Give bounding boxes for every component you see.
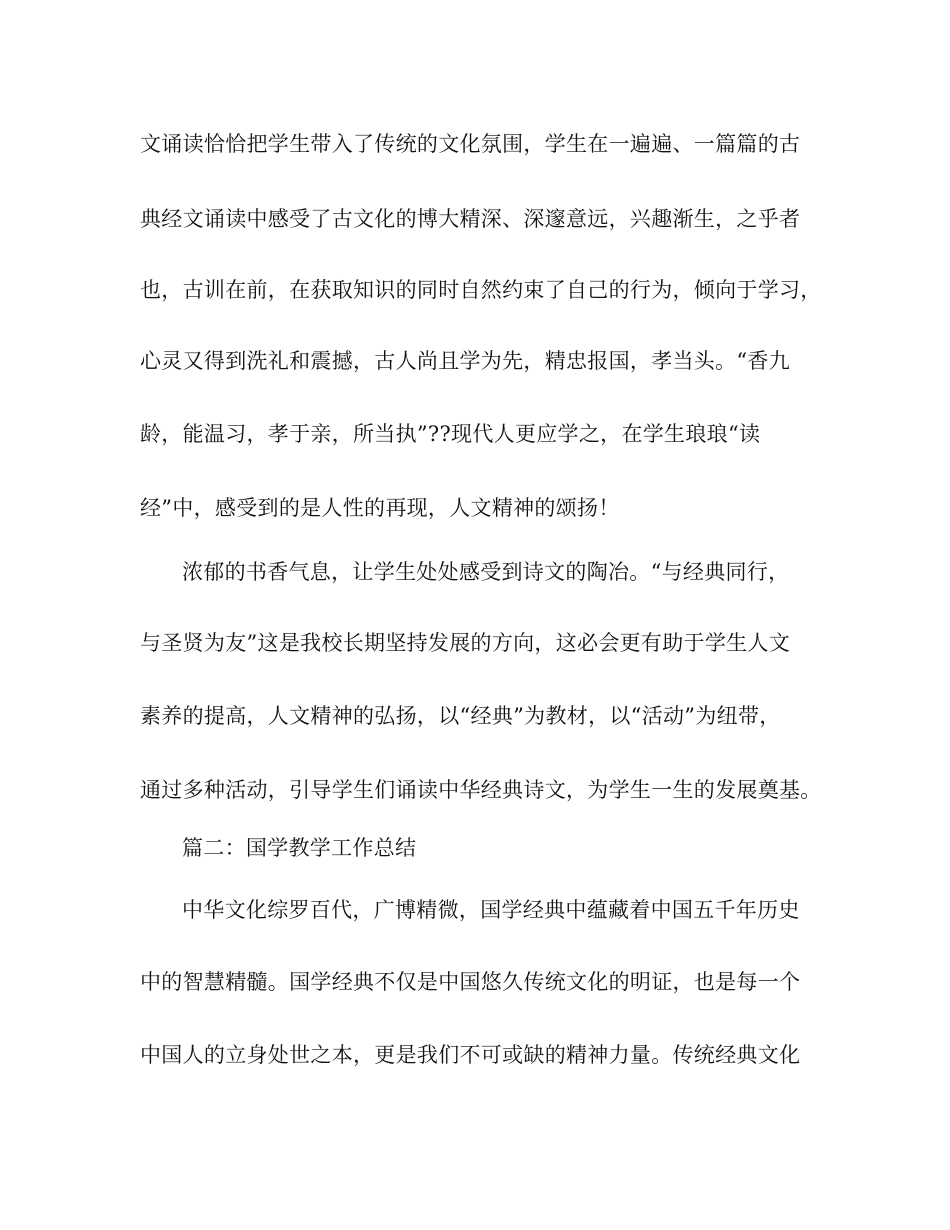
text-line-4: 心灵又得到洗礼和震撼，古人尚且学为先，精忠报国，孝当头。“香九 <box>140 349 791 373</box>
text-line-8: 素养的提高，人文精神的弘扬，以“经典”为教材，以“活动”为纽带， <box>140 704 781 728</box>
text-line-1: 文诵读恰恰把学生带入了传统的文化氛围，学生在一遍遍、一篇篇的古 <box>140 132 801 156</box>
text-line-9: 通过多种活动，引导学生们诵读中华经典诗文，为学生一生的发展奠基。 <box>140 778 822 802</box>
paragraph-line-2: 中华文化综罗百代，广博精微，国学经典中蕴藏着中国五千年历史 <box>182 898 800 922</box>
text-line-2: 典经文诵读中感受了古文化的博大精深、深邃意远，兴趣渐生，之乎者 <box>140 207 801 231</box>
section-heading: 篇二：国学教学工作总结 <box>182 836 417 860</box>
text-line-11: 中国人的立身处世之本，更是我们不可或缺的精神力量。传统经典文化 <box>140 1043 801 1067</box>
text-line-7: 与圣贤为友”这是我校长期坚持发展的方向，这必会更有助于学生人文 <box>140 631 791 655</box>
text-line-3: 也，古训在前，在获取知识的同时自然约束了自己的行为，倾向于学习， <box>140 278 822 302</box>
text-line-6: 经”中，感受到的是人性的再现，人文精神的颂扬！ <box>140 496 620 520</box>
text-line-10: 中的智慧精髓。国学经典不仅是中国悠久传统文化的明证，也是每一个 <box>140 970 801 994</box>
text-line-5: 龄，能温习，孝于亲，所当执”??现代人更应学之，在学生琅琅“读 <box>140 422 761 446</box>
paragraph-line-1: 浓郁的书香气息，让学生处处感受到诗文的陶冶。“与经典同行， <box>182 560 790 584</box>
